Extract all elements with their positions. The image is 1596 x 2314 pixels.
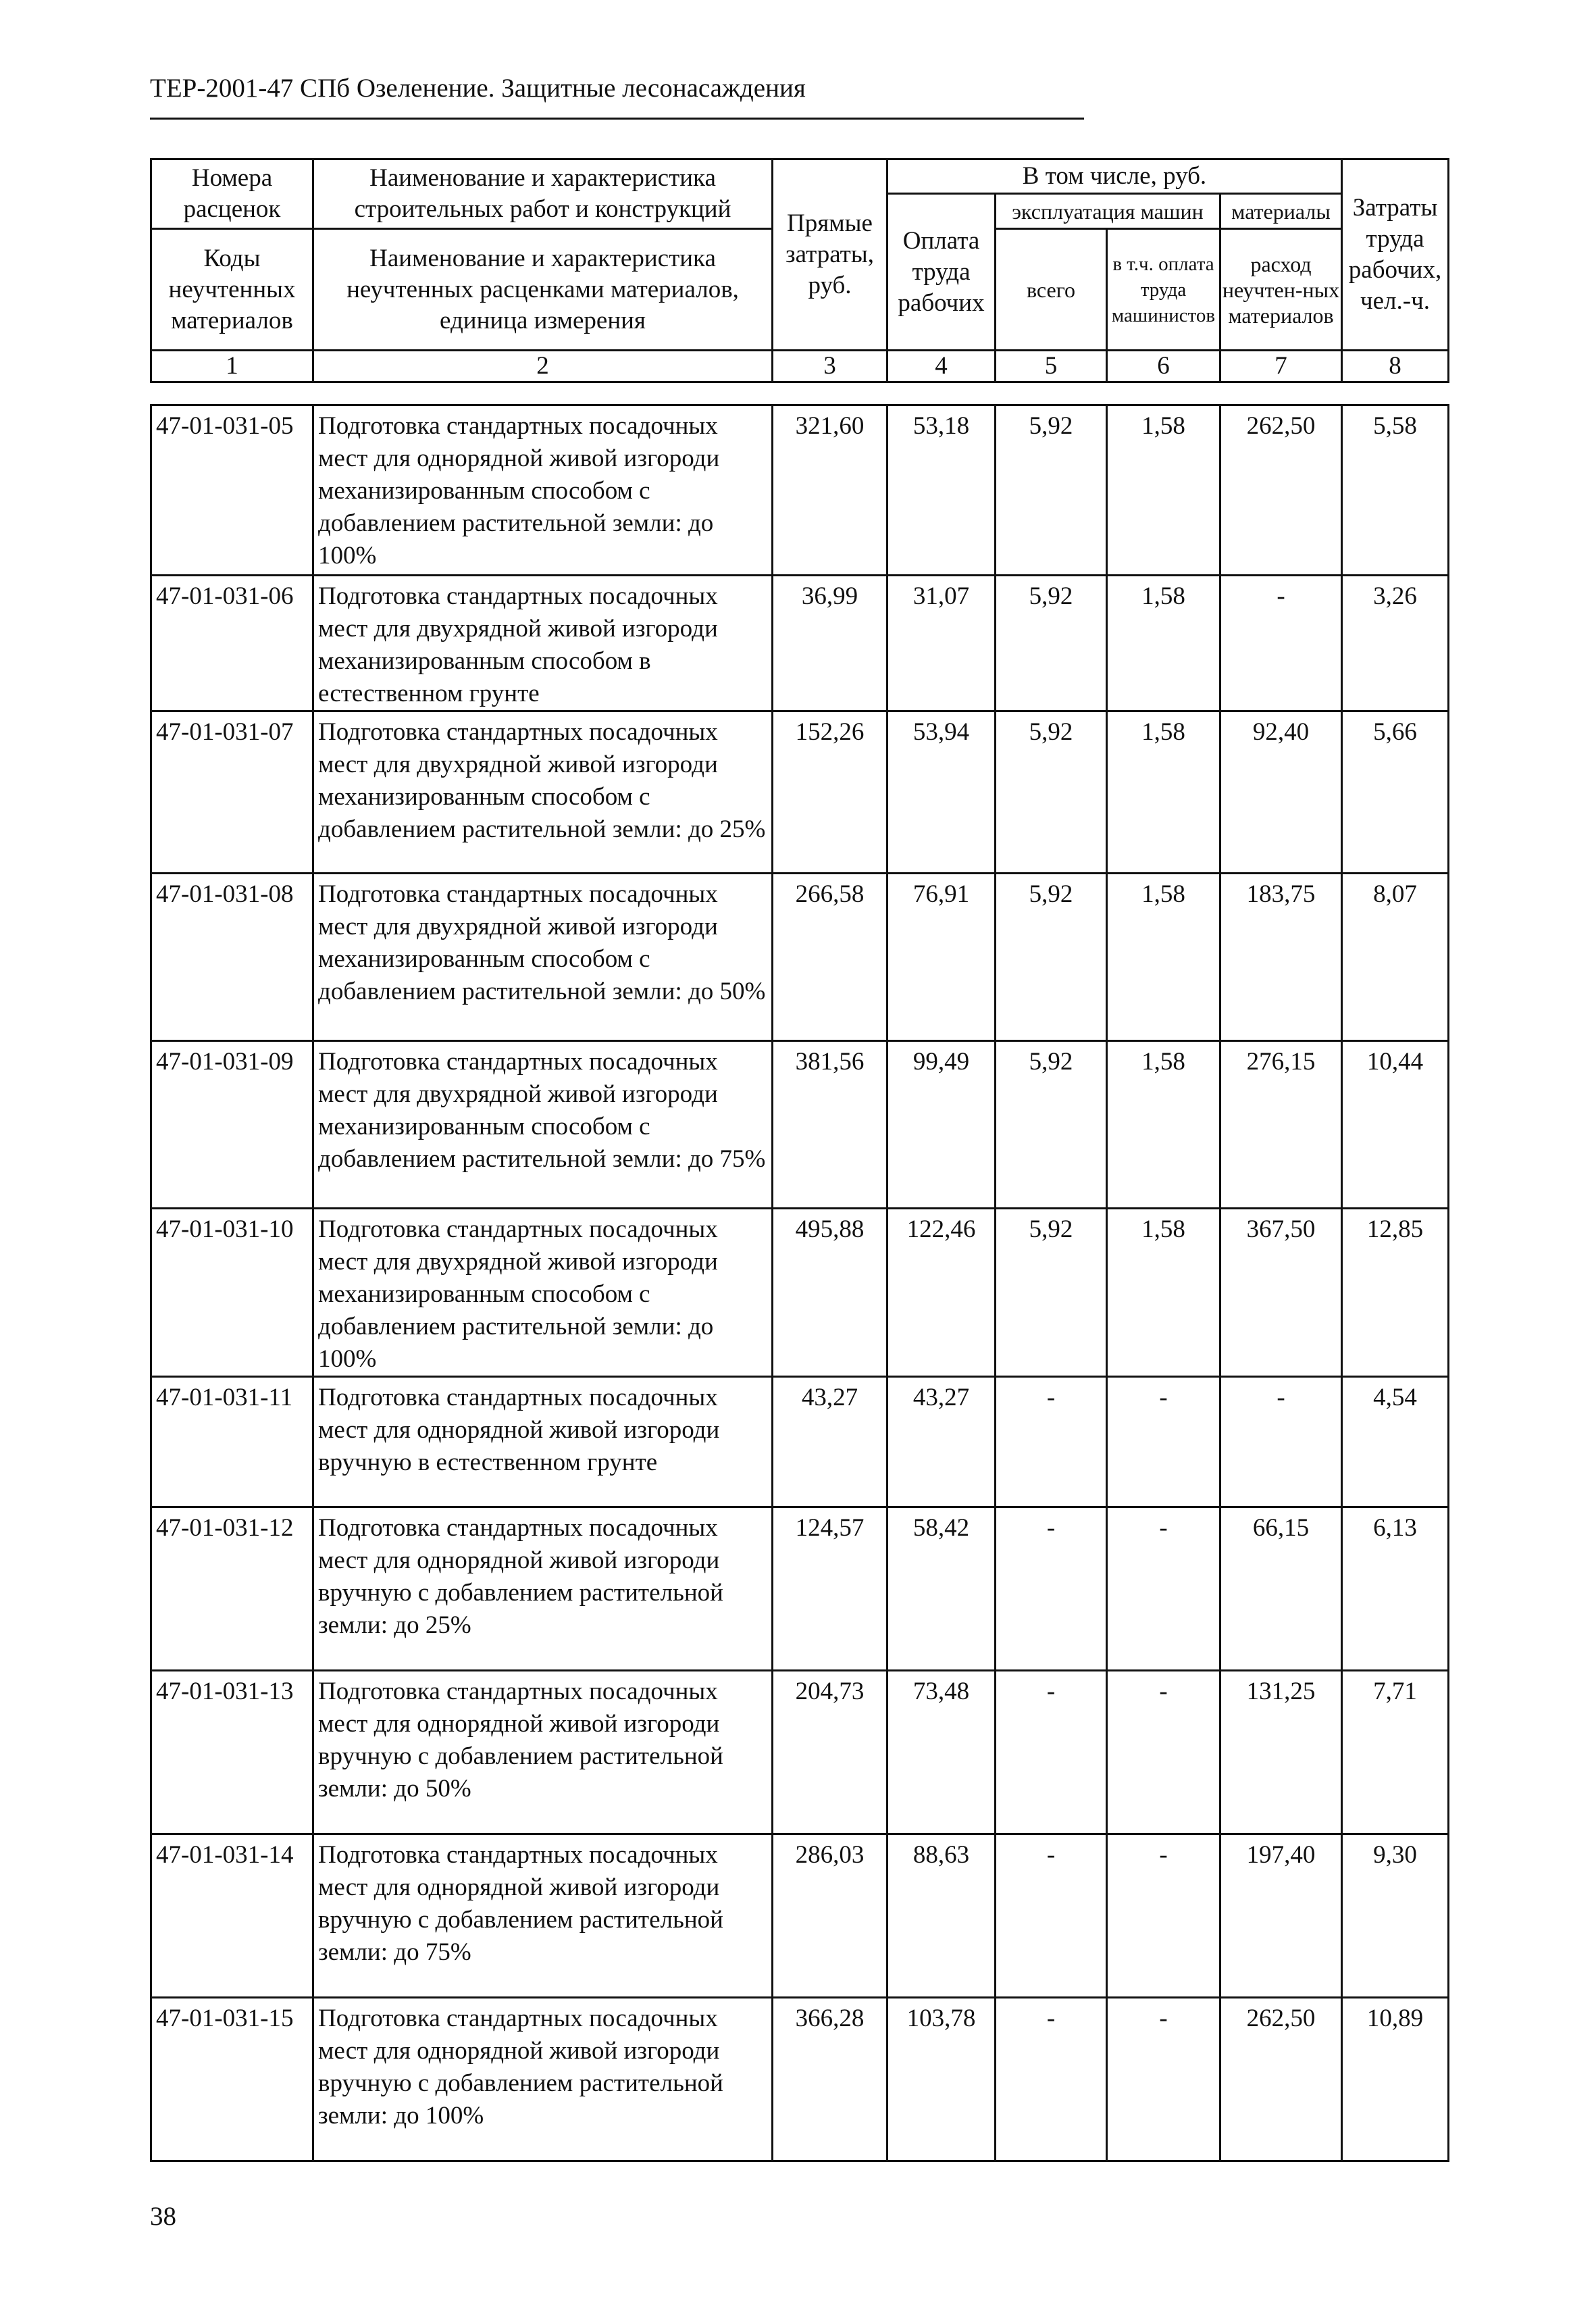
labor-hours-cell: 6,13	[1342, 1507, 1449, 1671]
header-work-name: Наименование и характеристика строительных работ и конструкций	[313, 159, 773, 229]
rate-description: Подготовка стандартных посадочных мест для однорядной живой изгороди вручную с добавлением растительной земли: до 25%	[313, 1507, 773, 1671]
header-rate-numbers: Номера расценок	[151, 159, 313, 229]
table-row	[151, 711, 1449, 874]
machine-total-cell: 5,92	[996, 405, 1107, 576]
rate-description: Подготовка стандартных посадочных мест для однорядной живой изгороди вручную в естественном грунте	[313, 1377, 773, 1507]
worker-pay-cell: 99,49	[887, 1041, 996, 1209]
machinist-pay-cell: -	[1107, 1834, 1220, 1998]
column-number: 7	[1220, 351, 1342, 382]
direct-costs-cell: 381,56	[773, 1041, 887, 1209]
machinist-pay-cell: 1,58	[1107, 1041, 1220, 1209]
column-number: 5	[996, 351, 1107, 382]
labor-hours-cell: 3,26	[1342, 576, 1449, 711]
header-machinist-pay: в т.ч. оплата труда машинистов	[1107, 229, 1220, 351]
labor-hours-cell: 7,71	[1342, 1671, 1449, 1834]
direct-costs-cell: 366,28	[773, 1998, 887, 2161]
machine-total-cell: 5,92	[996, 1041, 1107, 1209]
column-number: 2	[313, 351, 773, 382]
materials-cell: 197,40	[1220, 1834, 1342, 1998]
machine-total-cell: -	[996, 1671, 1107, 1834]
rate-description: Подготовка стандартных посадочных мест для однорядной живой изгороди вручную с добавлением растительной земли: до 50%	[313, 1671, 773, 1834]
labor-hours-cell: 10,44	[1342, 1041, 1449, 1209]
rate-description: Подготовка стандартных посадочных мест для однорядной живой изгороди вручную с добавлением растительной земли: до 100%	[313, 1998, 773, 2161]
header-material-codes: Коды неучтенных материалов	[151, 229, 313, 351]
materials-cell: 367,50	[1220, 1209, 1342, 1377]
machinist-pay-cell: 1,58	[1107, 576, 1220, 711]
machine-total-cell: -	[996, 1998, 1107, 2161]
materials-cell: 262,50	[1220, 405, 1342, 576]
labor-hours-cell: 10,89	[1342, 1998, 1449, 2161]
direct-costs-cell: 286,03	[773, 1834, 887, 1998]
column-number: 8	[1342, 351, 1449, 382]
labor-hours-cell: 12,85	[1342, 1209, 1449, 1377]
rate-code: 47-01-031-09	[151, 1041, 313, 1209]
materials-cell: 131,25	[1220, 1671, 1342, 1834]
worker-pay-cell: 58,42	[887, 1507, 996, 1671]
materials-cell: -	[1220, 1377, 1342, 1507]
rate-description: Подготовка стандартных посадочных мест для двухрядной живой изгороди механизированным способом с добавлением растительной земли: до 50%	[313, 874, 773, 1041]
table-row	[151, 1998, 1449, 2161]
machinist-pay-cell: -	[1107, 1671, 1220, 1834]
header-including: В том числе, руб.	[887, 159, 1342, 194]
worker-pay-cell: 31,07	[887, 576, 996, 711]
worker-pay-cell: 103,78	[887, 1998, 996, 2161]
rate-code: 47-01-031-15	[151, 1998, 313, 2161]
labor-hours-cell: 5,58	[1342, 405, 1449, 576]
rate-code: 47-01-031-14	[151, 1834, 313, 1998]
table-header	[150, 158, 1449, 383]
labor-hours-cell: 4,54	[1342, 1377, 1449, 1507]
column-number: 3	[773, 351, 887, 382]
rate-description: Подготовка стандартных посадочных мест для однорядной живой изгороди вручную с добавлением растительной земли: до 75%	[313, 1834, 773, 1998]
rate-description: Подготовка стандартных посадочных мест для двухрядной живой изгороди механизированным способом с добавлением растительной земли: до 75%	[313, 1041, 773, 1209]
rate-code: 47-01-031-12	[151, 1507, 313, 1671]
rate-code: 47-01-031-11	[151, 1377, 313, 1507]
header-labor-hours: Затраты труда рабочих, чел.-ч.	[1342, 159, 1449, 351]
machinist-pay-cell: -	[1107, 1377, 1220, 1507]
machinist-pay-cell: 1,58	[1107, 1209, 1220, 1377]
rate-code: 47-01-031-10	[151, 1209, 313, 1377]
table-row	[151, 576, 1449, 711]
rate-description: Подготовка стандартных посадочных мест для однорядной живой изгороди механизированным способом с добавлением растительной земли: до 100%	[313, 405, 773, 576]
rate-code: 47-01-031-05	[151, 405, 313, 576]
materials-cell: 276,15	[1220, 1041, 1342, 1209]
machinist-pay-cell: -	[1107, 1507, 1220, 1671]
machinist-pay-cell: 1,58	[1107, 874, 1220, 1041]
worker-pay-cell: 53,94	[887, 711, 996, 874]
direct-costs-cell: 266,58	[773, 874, 887, 1041]
direct-costs-cell: 204,73	[773, 1671, 887, 1834]
direct-costs-cell: 495,88	[773, 1209, 887, 1377]
table-row	[151, 1041, 1449, 1209]
machine-total-cell: 5,92	[996, 711, 1107, 874]
rates-table	[150, 404, 1449, 2162]
direct-costs-cell: 321,60	[773, 405, 887, 576]
labor-hours-cell: 8,07	[1342, 874, 1449, 1041]
worker-pay-cell: 53,18	[887, 405, 996, 576]
table-row	[151, 874, 1449, 1041]
rate-description: Подготовка стандартных посадочных мест для двухрядной живой изгороди механизированным способом в естественном грунте	[313, 576, 773, 711]
page-number: 38	[150, 2202, 176, 2231]
header-worker-pay: Оплата труда рабочих	[887, 194, 996, 351]
materials-cell: -	[1220, 576, 1342, 711]
table-row	[151, 1377, 1449, 1507]
table-row	[151, 1834, 1449, 1998]
machine-total-cell: 5,92	[996, 874, 1107, 1041]
table-row	[151, 1209, 1449, 1377]
machine-total-cell: -	[996, 1507, 1107, 1671]
direct-costs-cell: 152,26	[773, 711, 887, 874]
machine-total-cell: 5,92	[996, 1209, 1107, 1377]
rate-code: 47-01-031-13	[151, 1671, 313, 1834]
column-number: 1	[151, 351, 313, 382]
worker-pay-cell: 73,48	[887, 1671, 996, 1834]
machine-total-cell: -	[996, 1377, 1107, 1507]
title-underline	[150, 118, 1084, 120]
direct-costs-cell: 43,27	[773, 1377, 887, 1507]
table-row	[151, 1507, 1449, 1671]
header-materials: материалы	[1220, 194, 1342, 229]
header-unaccounted-materials: расход неучтен-ных материалов	[1220, 229, 1342, 351]
materials-cell: 262,50	[1220, 1998, 1342, 2161]
header-material-name: Наименование и характеристика неучтенных расценками материалов, единица измерения	[313, 229, 773, 351]
materials-cell: 183,75	[1220, 874, 1342, 1041]
rate-description: Подготовка стандартных посадочных мест для двухрядной живой изгороди механизированным способом с добавлением растительной земли: до 25%	[313, 711, 773, 874]
direct-costs-cell: 124,57	[773, 1507, 887, 1671]
machinist-pay-cell: -	[1107, 1998, 1220, 2161]
direct-costs-cell: 36,99	[773, 576, 887, 711]
rate-description: Подготовка стандартных посадочных мест для двухрядной живой изгороди механизированным способом с добавлением растительной земли: до 100%	[313, 1209, 773, 1377]
worker-pay-cell: 122,46	[887, 1209, 996, 1377]
machine-total-cell: -	[996, 1834, 1107, 1998]
document-title: ТЕР-2001-47 СПб Озеленение. Защитные лесонасаждения	[150, 74, 806, 103]
worker-pay-cell: 76,91	[887, 874, 996, 1041]
materials-cell: 92,40	[1220, 711, 1342, 874]
table-row	[151, 405, 1449, 576]
labor-hours-cell: 9,30	[1342, 1834, 1449, 1998]
header-machine-operation: эксплуатация машин	[996, 194, 1220, 229]
rate-code: 47-01-031-07	[151, 711, 313, 874]
machine-total-cell: 5,92	[996, 576, 1107, 711]
worker-pay-cell: 43,27	[887, 1377, 996, 1507]
header-direct-costs: Прямые затраты, руб.	[773, 159, 887, 351]
machinist-pay-cell: 1,58	[1107, 711, 1220, 874]
column-number: 6	[1107, 351, 1220, 382]
rate-code: 47-01-031-08	[151, 874, 313, 1041]
labor-hours-cell: 5,66	[1342, 711, 1449, 874]
column-number: 4	[887, 351, 996, 382]
rate-code: 47-01-031-06	[151, 576, 313, 711]
header-machine-total: всего	[996, 229, 1107, 351]
materials-cell: 66,15	[1220, 1507, 1342, 1671]
machinist-pay-cell: 1,58	[1107, 405, 1220, 576]
worker-pay-cell: 88,63	[887, 1834, 996, 1998]
table-row	[151, 1671, 1449, 1834]
